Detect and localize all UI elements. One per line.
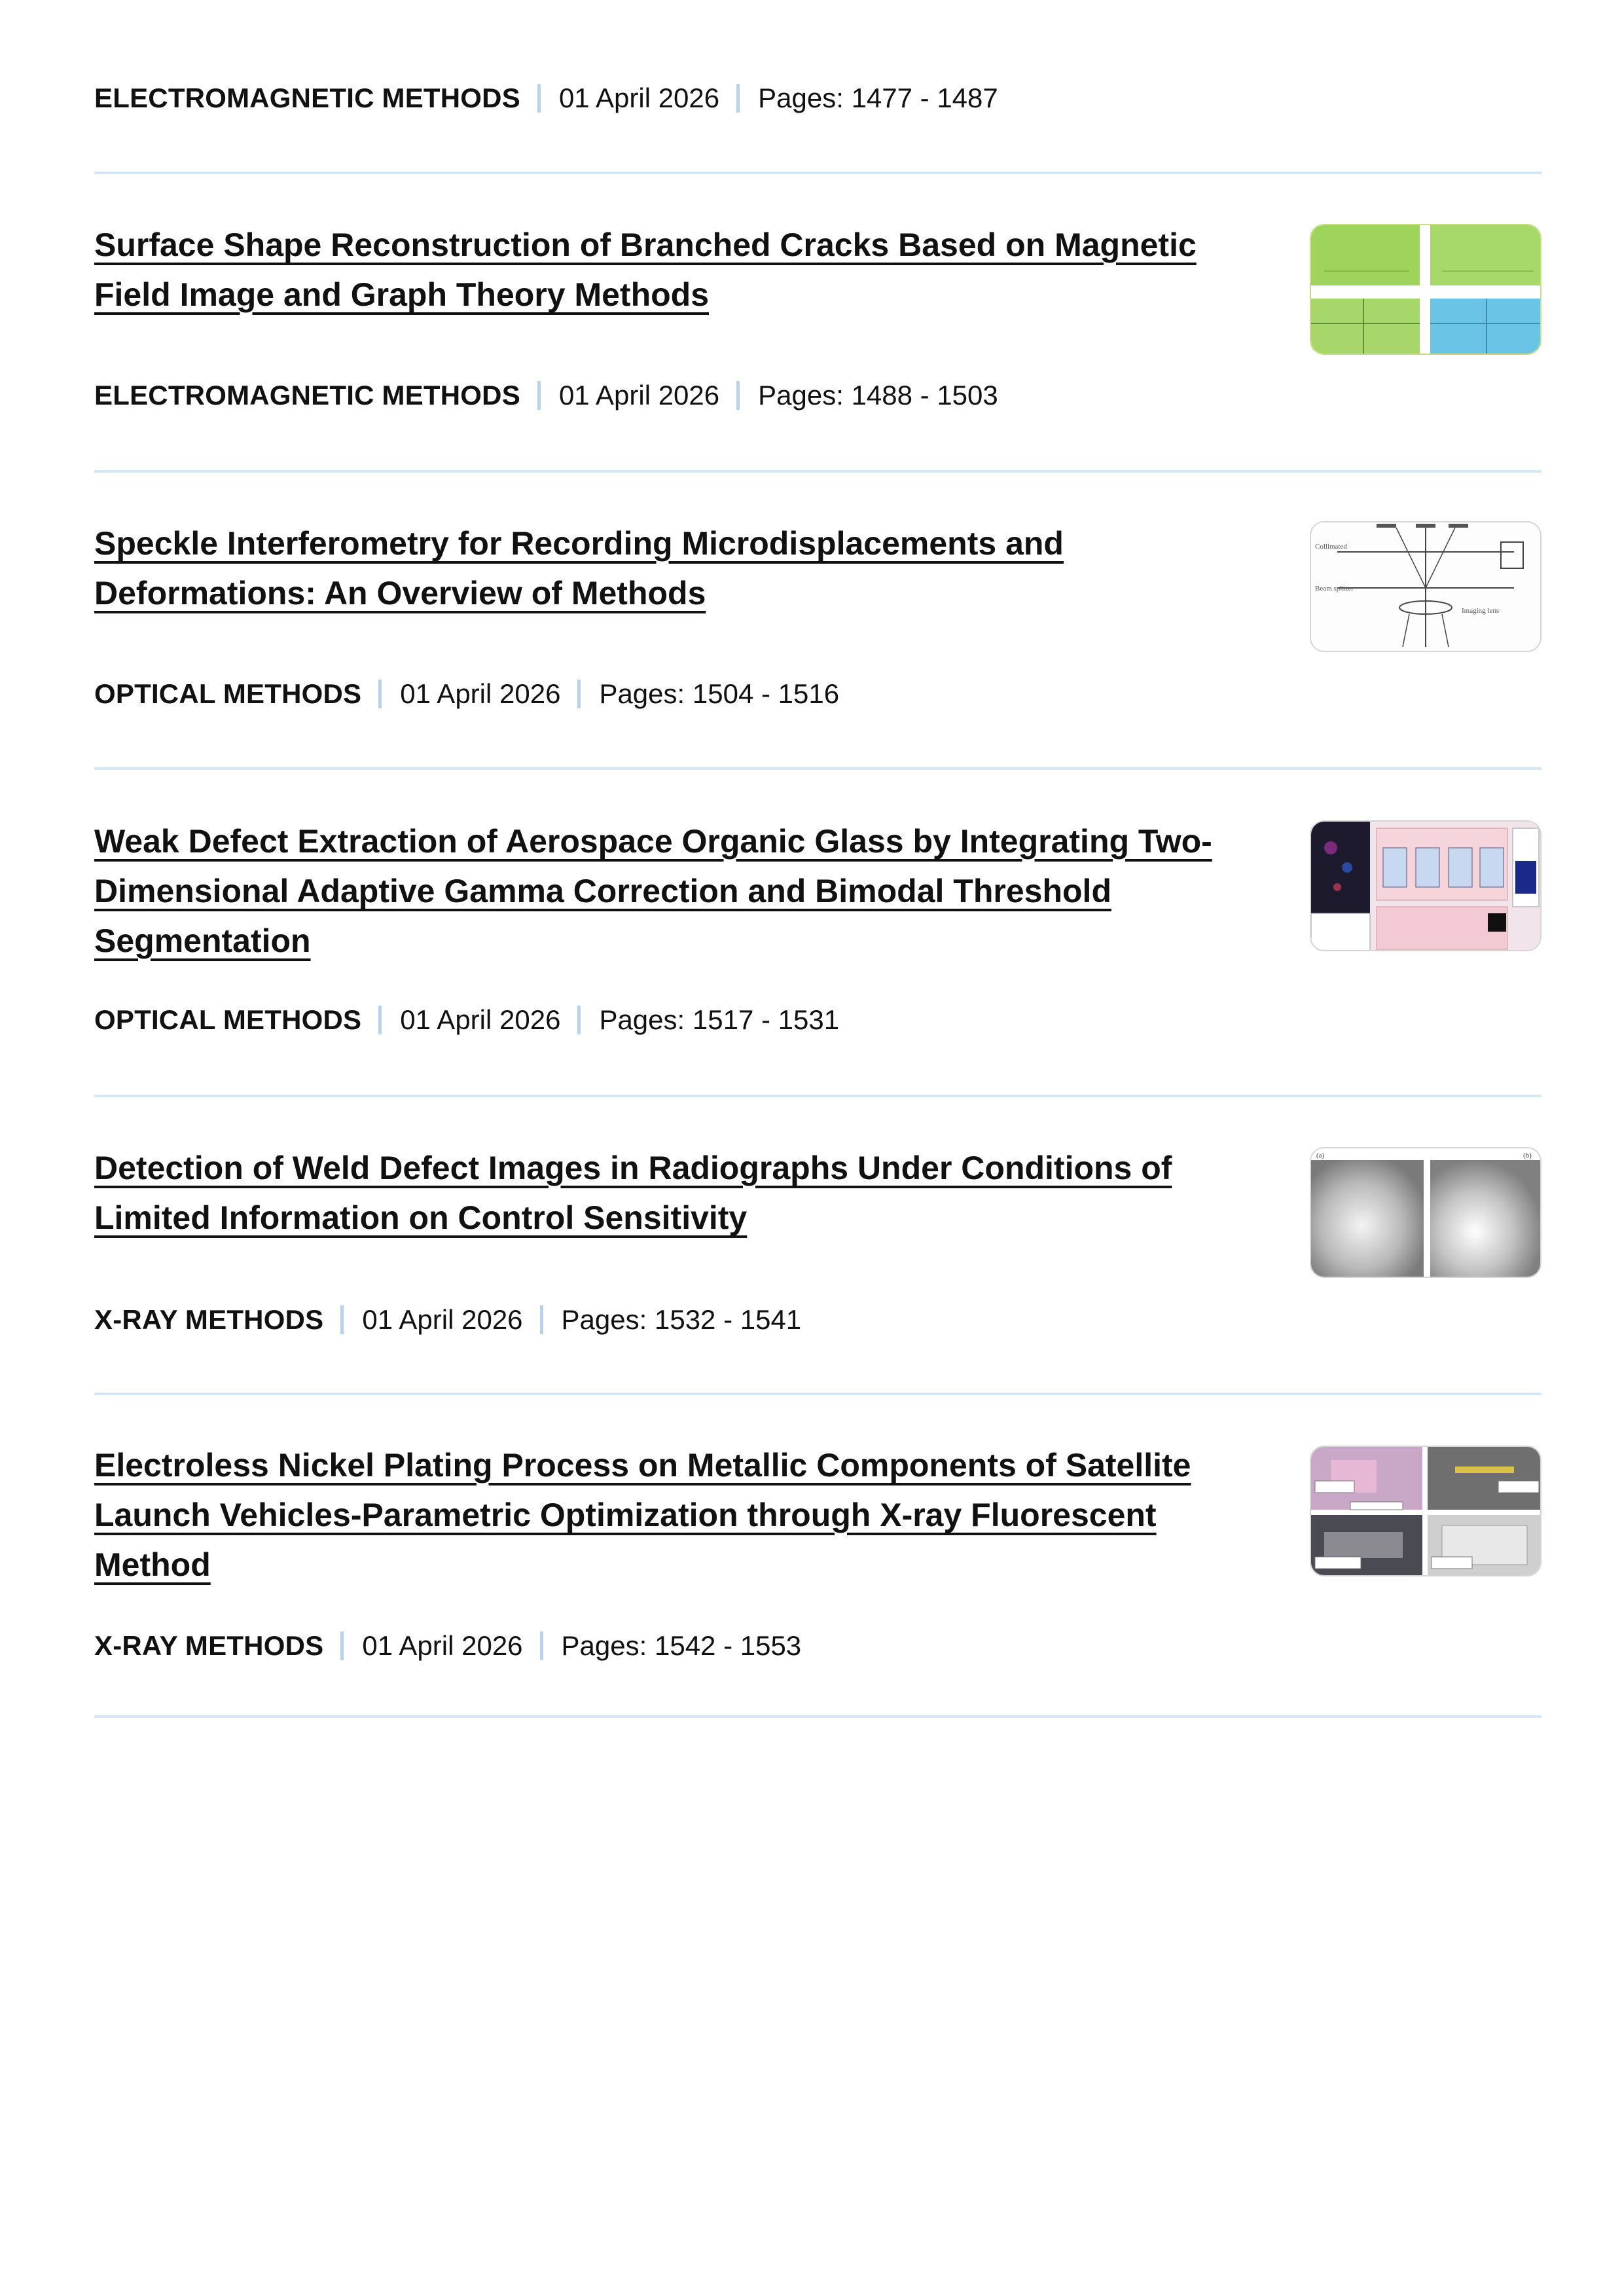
meta-separator	[577, 1006, 581, 1034]
optical-setup-diagram-thumbnail[interactable]	[1310, 521, 1541, 652]
article-title-line: Speckle Interferometry for Recording Microdisplacements and	[94, 525, 1064, 562]
meta-separator	[577, 680, 581, 708]
article-title-line: Segmentation	[94, 922, 311, 959]
article-title-line: Limited Information on Control Sensitivity	[94, 1199, 748, 1236]
article-pages: Pages: 1477 - 1487	[758, 82, 998, 113]
article-divider	[94, 470, 1541, 473]
article-title-line: Electroless Nickel Plating Process on Metallic Components of Satellite	[94, 1447, 1191, 1484]
article-category[interactable]: OPTICAL METHODS	[94, 1004, 362, 1035]
svg-text:Collimated: Collimated	[1315, 543, 1347, 551]
article-pages: Pages: 1532 - 1541	[561, 1304, 802, 1335]
radiograph-thumbnail[interactable]	[1310, 1147, 1541, 1278]
meta-separator	[736, 381, 740, 410]
article-title-line: Field Image and Graph Theory Methods	[94, 276, 710, 313]
article-date: 01 April 2026	[400, 1004, 561, 1035]
article-item	[94, 519, 1541, 618]
article-category[interactable]: OPTICAL METHODS	[94, 678, 362, 709]
meta-separator	[537, 84, 541, 113]
article-title-line: Weak Defect Extraction of Aerospace Organic Glass by Integrating Two-	[94, 823, 1212, 860]
article-title-link[interactable]	[94, 1440, 1246, 1590]
article-date: 01 April 2026	[558, 380, 720, 410]
article-title-link[interactable]	[94, 519, 1246, 618]
meta-separator	[378, 1006, 382, 1034]
article-title-link[interactable]	[94, 220, 1246, 319]
article-title-link[interactable]	[94, 816, 1246, 966]
article-meta	[94, 1000, 839, 1040]
svg-text:Beam splitter: Beam splitter	[1315, 585, 1354, 592]
meta-separator	[378, 680, 382, 708]
magnetic-field-image-thumbnail[interactable]	[1310, 224, 1541, 355]
svg-text:(b): (b)	[1523, 1152, 1532, 1159]
article-date: 01 April 2026	[400, 678, 561, 709]
article-divider	[94, 1393, 1541, 1395]
article-meta	[94, 376, 998, 415]
article-divider	[94, 767, 1541, 770]
article-meta	[94, 79, 998, 118]
article-category[interactable]: X-RAY METHODS	[94, 1304, 324, 1335]
meta-separator	[540, 1305, 543, 1334]
article-pages: Pages: 1542 - 1553	[561, 1630, 802, 1661]
article-item	[94, 1143, 1541, 1243]
article-category[interactable]: ELECTROMAGNETIC METHODS	[94, 380, 520, 410]
article-item	[94, 220, 1541, 319]
meta-separator	[340, 1631, 344, 1660]
article-meta	[94, 1626, 801, 1666]
article-divider	[94, 1095, 1541, 1097]
article-meta	[94, 1300, 801, 1339]
article-title-line: Launch Vehicles-Parametric Optimization through X-ray Fluorescent	[94, 1497, 1157, 1533]
article-divider	[94, 172, 1541, 174]
article-pages: Pages: 1504 - 1516	[599, 678, 840, 709]
article-title-line: Surface Shape Reconstruction of Branched Cracks Based on Magnetic	[94, 227, 1197, 263]
svg-text:Imaging lens: Imaging lens	[1462, 607, 1500, 615]
meta-separator	[537, 381, 541, 410]
article-date: 01 April 2026	[558, 82, 720, 113]
article-title-link[interactable]	[94, 1143, 1246, 1243]
article-title-line: Detection of Weld Defect Images in Radiographs Under Conditions of	[94, 1150, 1172, 1186]
article-item	[94, 1440, 1541, 1590]
article-date: 01 April 2026	[362, 1630, 523, 1661]
article-date: 01 April 2026	[362, 1304, 523, 1335]
article-category: ELECTROMAGNETIC METHODS	[94, 82, 520, 113]
article-category[interactable]: X-RAY METHODS	[94, 1630, 324, 1661]
processing-flowchart-thumbnail[interactable]	[1310, 820, 1541, 951]
article-meta	[94, 674, 839, 714]
article-title-line: Dimensional Adaptive Gamma Correction and Bimodal Threshold	[94, 873, 1111, 909]
meta-separator	[340, 1305, 344, 1334]
article-item	[94, 816, 1541, 966]
article-pages: Pages: 1517 - 1531	[599, 1004, 840, 1035]
article-pages: Pages: 1488 - 1503	[758, 380, 998, 410]
article-title-line: Method	[94, 1546, 211, 1583]
svg-text:(a): (a)	[1316, 1152, 1325, 1159]
lab-photos-thumbnail[interactable]	[1310, 1446, 1541, 1576]
article-divider	[94, 1715, 1541, 1718]
article-title-line: Deformations: An Overview of Methods	[94, 575, 706, 611]
meta-separator	[540, 1631, 543, 1660]
meta-separator	[736, 84, 740, 113]
